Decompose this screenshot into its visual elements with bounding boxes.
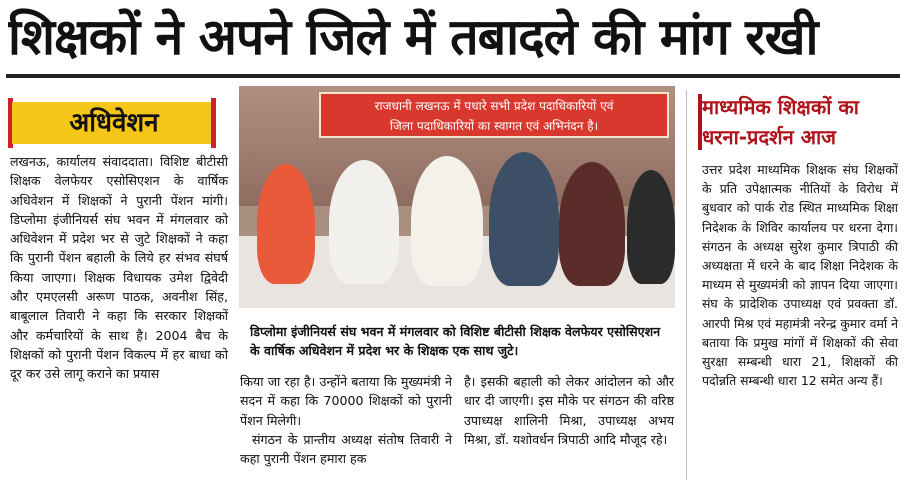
left-article-column: [10, 152, 228, 384]
news-photo: [239, 86, 675, 308]
sidebar-heading: माध्यमिक शिक्षकों का धरना-प्रदर्शन आज: [702, 95, 859, 149]
middle-article-column-2: [464, 372, 674, 449]
left-column-text: लखनऊ, कार्यालय संवाददाता। विशिष्ट बीटीसी शिक्षक वेलफेयर एसोसिएशन के वार्षिक अधिवेशन में शिक्षकों ने पुरानी पेंशन मांगी। डिप्लोमा इंजीनियर्स संघ भवन में मंगलवार को अधिवेशन में प्रदेश भर से जुटे शिक्षकों ने कहा कि पुरानी पेंशन बहाली के लिये हर संभव संघर्ष किया जाएगा। शिक्षक विधायक उमेश द्विवेदी और एमएलसी अरूण पाठक, अवनीश सिंह, बाबूलाल तिवारी ने कहा कि सरकार शिक्षकों और कर्मचारियों के साथ है। 2004 बैच के शिक्षकों को पुरानी पेंशन विकल्प में हर बाधा को दूर कर उसे लागू कराने का प्रयास: [10, 154, 228, 382]
person-figure: [329, 160, 399, 284]
middle-article-column-1: [240, 372, 452, 468]
photo-banner: [319, 92, 669, 138]
column-divider: [686, 90, 687, 480]
sidebar-body-text: उत्तर प्रदेश माध्यमिक शिक्षक संघ शिक्षकों के प्रति उपेक्षात्मक नीतियों के विरोध में बुधवार को पार्क रोड स्थित माध्यमिक शिक्षा निदेशक के शिविर कार्यालय पर धरना देगा। संगठन के अध्यक्ष सुरेश कुमार त्रिपाठी की अध्यक्षता में धरने के बाद शिक्षा निदेशक के माध्यम से मुख्यमंत्री को ज्ञापन दिया जाएगा। संघ के प्रादेशिक उपाध्यक्ष एवं प्रवक्ता डॉ. आरपी मिश्र एवं महामंत्री नरेन्द्र कुमार वर्मा ने बताया कि प्रमुख मांगों में शिक्षकों की सेवा सुरक्षा सम्बन्धी धारा 21, शिक्षकों की पदोन्नति सम्बन्धी धारा 12 समेत अन्य हैं।: [702, 162, 898, 389]
banner-line-2: जिला पदाधिकारियों का स्वागत एवं अभिनंदन है।: [389, 119, 599, 133]
person-figure: [411, 156, 483, 286]
headline: शिक्षकों ने अपने जिले में तबादले की मांग रखी: [8, 8, 818, 66]
middle-column-2-text: है। इसकी बहाली को लेकर आंदोलन को और धार दी जाएगी। इस मौके पर संगठन की वरिष्ठ उपाध्यक्ष शालिनी मिश्रा, उपाध्यक्ष अभय मिश्रा, डॉ. यशोवर्धन त्रिपाठी आदि मौजूद रहे।: [464, 374, 674, 447]
sidebar-article-column: [702, 160, 898, 390]
photo-caption: डिप्लोमा इंजीनियर्स संघ भवन में मंगलवार को विशिष्ट बीटीसी शिक्षक वेलफेयर एसोसिएशन के वार्षिक अधिवेशन में प्रदेश भर के शिक्षक एक साथ जुटे।: [250, 324, 661, 358]
middle-column-1-para-2: संगठन के प्रान्तीय अध्यक्ष संतोष तिवारी ने कहा पुरानी पेंशन हमारा हक: [240, 431, 452, 467]
banner-line-1: राजधानी लखनऊ में पधारे सभी प्रदेश पदाधिकारियों एवं: [374, 99, 614, 113]
person-figure: [559, 162, 625, 286]
person-figure: [257, 164, 315, 284]
kicker-accent-right: [211, 98, 216, 148]
middle-column-1-para-1: किया जा रहा है। उन्होंने बताया कि मुख्यमंत्री ने सदन में कहा कि 70000 शिक्षकों को पुरानी पेंशन मिलेगी।: [240, 374, 452, 428]
section-kicker: अधिवेशन: [12, 102, 216, 144]
headline-rule: [6, 74, 900, 78]
person-figure: [489, 152, 559, 286]
person-figure: [627, 170, 675, 284]
